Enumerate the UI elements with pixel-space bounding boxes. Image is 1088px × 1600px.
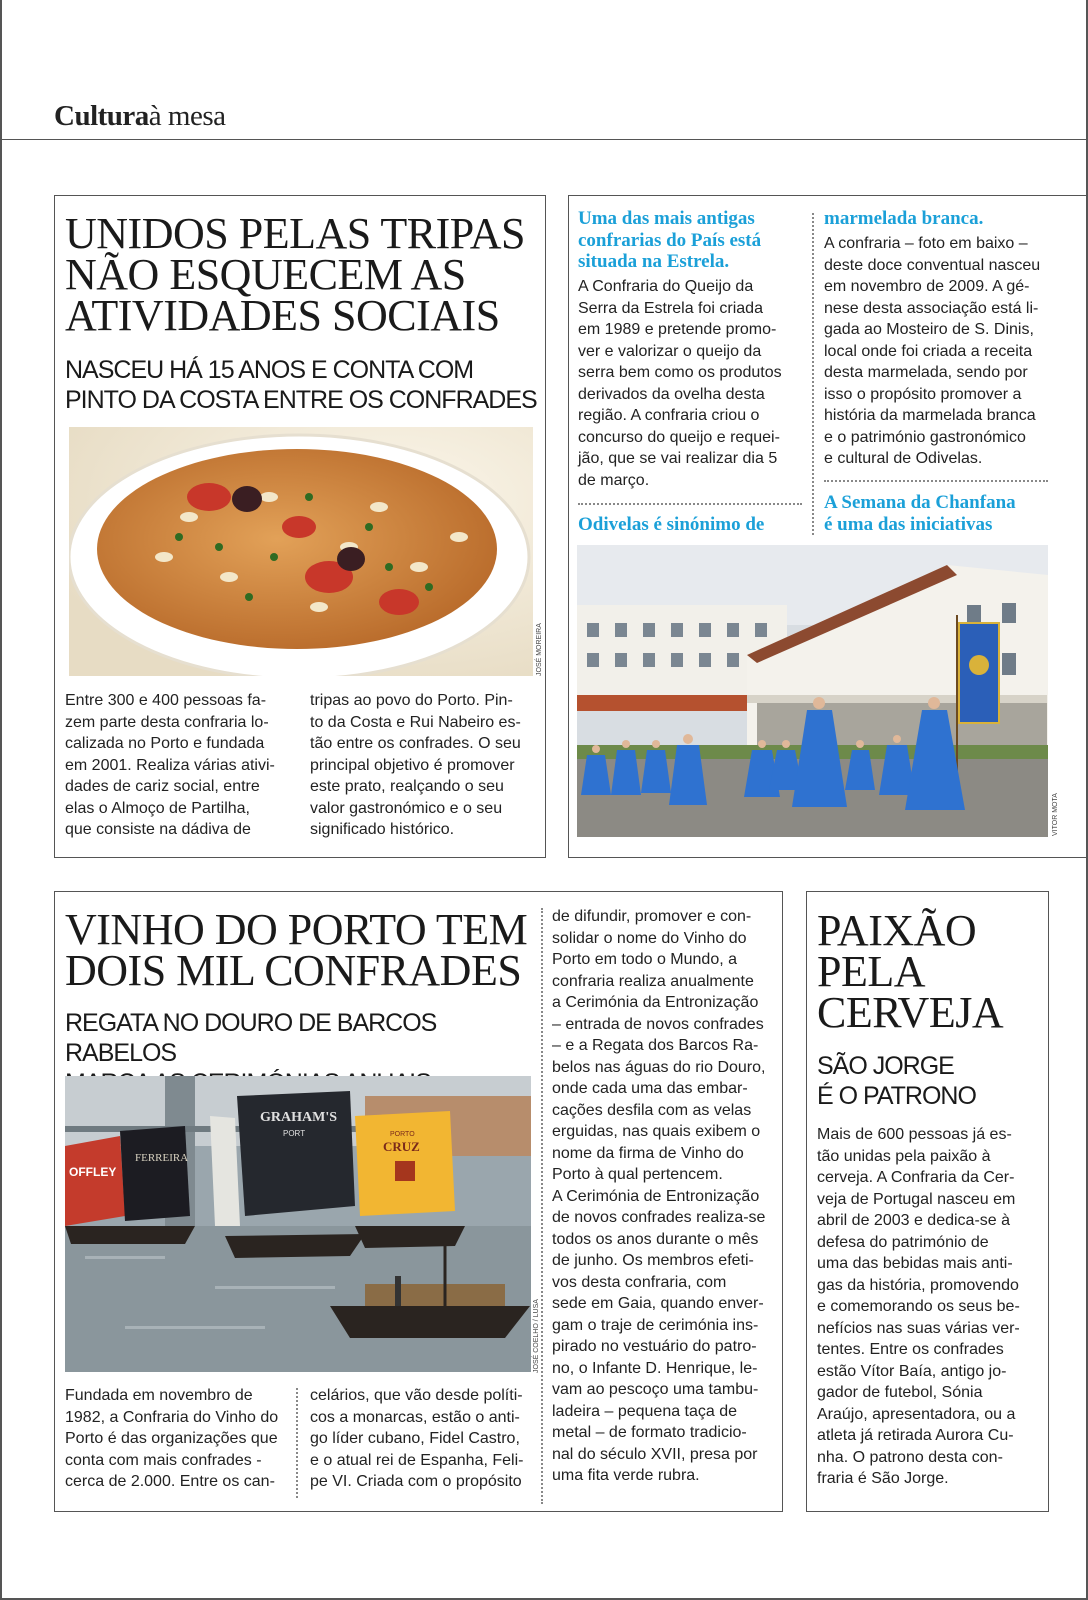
section-title-bold: Cultura xyxy=(54,100,149,132)
sail-label-cruz: CRUZ xyxy=(383,1139,420,1154)
vinho-body-col1: Fundada em novembro de 1982, a Confraria do Vinho do Porto é das organizações que conta com mais confrades - cerca de 2.000. Entre os can- xyxy=(65,1387,279,1490)
tripas-photo-credit: JOSÉ MOREIRA xyxy=(536,623,543,676)
tripas-dish-illustration xyxy=(69,427,533,676)
sail-label-offley: OFFLEY xyxy=(69,1165,117,1179)
odivelas-divider xyxy=(824,480,1048,482)
tripas-subhead: NASCEU HÁ 15 ANOS E CONTA COM PINTO DA COSTA ENTRE OS CONFRADES xyxy=(65,356,537,414)
page-border-left xyxy=(0,0,2,1600)
mosteiro-photo-credit: VITOR MOTA xyxy=(1052,793,1059,836)
sail-label-ferreira: FERREIRA xyxy=(135,1152,189,1164)
cerveja-headline: PAIXÃO PELA CERVEJA xyxy=(817,906,1004,1037)
vinho-subhead: REGATA NO DOURO DE BARCOS RABELOS xyxy=(65,1009,437,1067)
sail-label-port: PORT xyxy=(283,1129,306,1138)
queijo-headline: Uma das mais antigas confrarias do País está situada na Estrela. xyxy=(578,208,762,272)
odivelas-body: A confraria – foto em baixo – deste doce conventual nasceu em novembro de 2009. A gé- nese desta associação está li- gada ao Mosteiro de S. Dinis, local onde foi criada a receita desta marmelada, sendo por isso o propósito promover a história da marmelada branca e o património gastronómico e cultural de Odivelas. xyxy=(824,235,1041,467)
mosteiro-photo xyxy=(577,545,1048,837)
section-title xyxy=(54,100,226,133)
chanfana-headline: A Semana da Chanfana é uma das iniciativas xyxy=(824,492,1016,535)
queijo-body: A Confraria do Queijo da Serra da Estrela foi criada em 1989 e pretende promo- ver e valorizar o queijo da serra bem como os produtos derivados da ovelha desta região. A confraria criou o concurso do queijo e requei- jão, que se vai realizar dia 5 de março. xyxy=(578,278,782,489)
odivelas-headline-part2: marmelada branca. xyxy=(824,208,984,229)
regata-photo-credit: JOSÉ COELHO / LUSA xyxy=(533,1299,540,1373)
header-rule xyxy=(0,139,1088,140)
vinho-body-col2: celários, que vão desde políti- cos a monarcas, estão o anti- go líder cubano, Fidel Castro, e o atual rei de Espanha, Feli- pe VI. Criada com o propósito xyxy=(310,1387,524,1490)
section-title-light: à mesa xyxy=(148,100,226,132)
vinho-headline: VINHO DO PORTO TEM DOIS MIL CONFRADES xyxy=(65,905,528,995)
regata-photo xyxy=(65,1076,531,1372)
tripas-body-col2: tripas ao povo do Porto. Pin- to da Costa e Rui Nabeiro es- tão entre os confrades. O seu principal objetivo é promover este prato, realçando o seu valor gastronómico e o seu significado histórico. xyxy=(310,692,521,838)
column-divider xyxy=(812,213,814,535)
cerveja-subhead: SÃO JORGE É O PATRONO xyxy=(817,1052,976,1110)
tripas-headline: UNIDOS PELAS TRIPAS NÃO ESQUECEM AS ATIVIDADES SOCIAIS xyxy=(65,209,525,340)
queijo-divider xyxy=(578,503,802,505)
tripas-body-col1: Entre 300 e 400 pessoas fa- zem parte desta confraria lo- calizada no Porto e fundada em 2001. Realiza várias ativi- dades de cariz social, entre elas o Almoço de Partilha, que consiste na dádiva de xyxy=(65,692,275,838)
vinho-body-col3: de difundir, promover e con- solidar o nome do Vinho do Porto em todo o Mundo, a confraria realiza anualmente a Cerimónia da Entronização – entrada de novos confrades – e a Regata dos Barcos Ra- belos nas águas do rio Douro, onde cada uma das embar- cações desfila com as velas erguidas, nas quais exibem o nome da firma de Vinho do Porto à qual pertencem. A Cerimónia de Entronização de novos confrades realiza-se todos os anos durante o mês de junho. Os membros efeti- vos desta confraria, com sede em Gaia, quando enver- gam o traje de cerimónia ins- pirado no vestuário do patro- no, o Infante D. Henrique, le- vam ao pescoço uma tambu- ladeira – pequena taça de metal – de formato tradicio- nal do século XVII, presa por uma fita verde rubra. xyxy=(552,908,766,1484)
vinho-column-divider xyxy=(541,908,543,1504)
mosteiro-procession-illustration xyxy=(577,545,1048,837)
sail-label-porto: PORTO xyxy=(390,1131,415,1138)
cerveja-body: Mais de 600 pessoas já es- tão unidas pela paixão à cerveja. A Confraria da Cer- veja de Portugal nasceu em abril de 2003 e dedica-se à defesa do património de uma das bebidas mais anti- gas da história, promovendo e comemorando os seus be- nefícios nas suas várias ver- tentes. Entre os confrades estão Vítor Baía, antigo jo- gador de futebol, Sónia Araújo, apresentadora, ou a atleta já retirada Aurora Cu- nha. O patrono desta con- fraria é São Jorge. xyxy=(817,1126,1020,1487)
odivelas-headline-part1: Odivelas é sinónimo de xyxy=(578,514,765,535)
sail-label-grahams: GRAHAM'S xyxy=(260,1110,337,1125)
tripas-photo xyxy=(69,427,533,676)
vinho-column-divider-low xyxy=(296,1388,298,1498)
regata-boats-illustration xyxy=(65,1076,531,1372)
